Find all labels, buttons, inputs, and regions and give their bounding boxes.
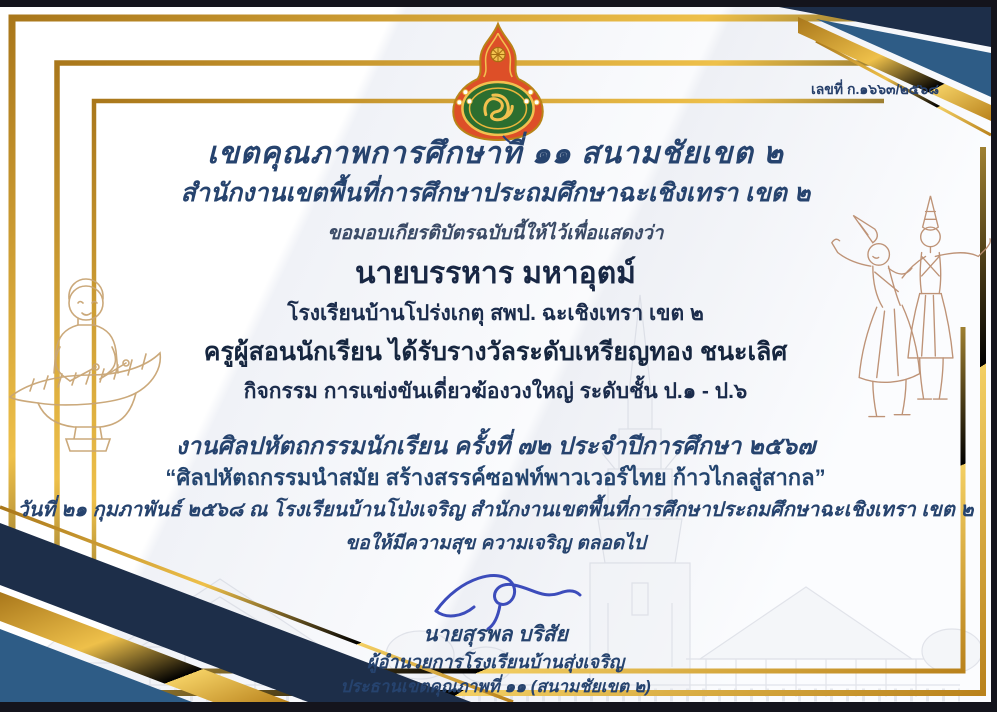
org-line-2: สำนักงานเขตพื้นที่การศึกษาประถมศึกษาฉะเชิงเทรา เขต ๒ [180, 179, 811, 207]
date-line: วันที่ ๒๑ กุมภาพันธ์ ๒๕๖๘ ณ โรงเรียนบ้านโป่งเจริญ สำนักงานเขตพื้นที่การศึกษาประถมศึกษาฉะเชิงเทรา เขต ๒ [17, 499, 974, 521]
signer-title-2: ประธานเขตคุณภาพที่ ๑๑ (สนามชัยเขต ๒) [340, 677, 651, 696]
recipient-name: นายบรรหาร มหาอุตม์ [355, 257, 636, 290]
corner-decoration-top-right [779, 7, 991, 135]
ref-number: เลขที่ ก.๑๖๖๓/๒๕๖๘ [810, 81, 939, 97]
obec-emblem-icon [442, 21, 554, 143]
award-line: ครูผู้สอนนักเรียน ได้รับรางวัลระดับเหรียญทอง ชนะเลิศ [203, 338, 788, 366]
blessing-line: ขอให้มีความสุข ความเจริญ ตลอดไป [345, 533, 646, 554]
slogan-line: “ศิลปหัตถกรรมนำสมัย สร้างสรรค์ซอฟท์พาวเวอร์ไทย ก้าวไกลสู่สากล” [165, 465, 826, 490]
presentation-line: ขอมอบเกียรติบัตรฉบับนี้ให้ไว้เพื่อแสดงว่า [327, 223, 664, 244]
signer-name: นายสุรพล บริสัย [423, 623, 568, 646]
activity-line: กิจกรรม การแข่งขันเดี่ยวฆ้องวงใหญ่ ระดับชั้น ป.๑ - ป.๖ [243, 380, 748, 403]
event-line: งานศิลปหัตถกรรมนักเรียน ครั้งที่ ๗๒ ประจำปีการศึกษา ๒๕๖๗ [175, 433, 816, 460]
school-line: โรงเรียนบ้านโปร่งเกตุ สพป. ฉะเชิงเทรา เขต ๒ [287, 302, 704, 325]
org-line-1: เขตคุณภาพการศึกษาที่ ๑๑ สนามชัยเขต ๒ [207, 137, 784, 170]
certificate [0, 7, 991, 702]
signer-title-1: ผู้อำนวยการโรงเรียนบ้านสุ่งเจริญ [366, 652, 625, 672]
